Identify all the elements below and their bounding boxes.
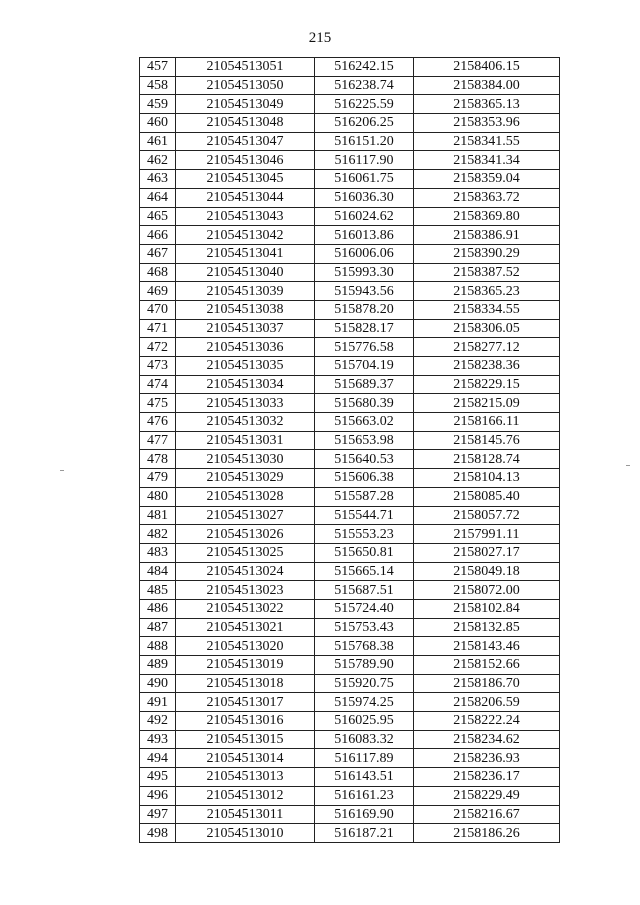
row-number-cell: 481 bbox=[140, 506, 176, 525]
x-coordinate-cell: 515776.58 bbox=[315, 338, 414, 357]
table-row bbox=[140, 730, 560, 749]
y-coordinate-cell: 2158166.11 bbox=[414, 413, 560, 432]
row-number-cell: 484 bbox=[140, 562, 176, 581]
table-row bbox=[140, 114, 560, 133]
x-coordinate-cell: 516242.15 bbox=[315, 58, 414, 77]
x-coordinate-cell: 515544.71 bbox=[315, 506, 414, 525]
row-number-cell: 491 bbox=[140, 693, 176, 712]
table-row bbox=[140, 487, 560, 506]
x-coordinate-cell: 515689.37 bbox=[315, 375, 414, 394]
table-row bbox=[140, 506, 560, 525]
point-id-cell: 21054513016 bbox=[176, 712, 315, 731]
row-number-cell: 497 bbox=[140, 805, 176, 824]
point-id-cell: 21054513050 bbox=[176, 76, 315, 95]
table-row bbox=[140, 338, 560, 357]
x-coordinate-cell: 516013.86 bbox=[315, 226, 414, 245]
y-coordinate-cell: 2158365.23 bbox=[414, 282, 560, 301]
y-coordinate-cell: 2158143.46 bbox=[414, 637, 560, 656]
y-coordinate-cell: 2158049.18 bbox=[414, 562, 560, 581]
x-coordinate-cell: 516024.62 bbox=[315, 207, 414, 226]
table-row bbox=[140, 170, 560, 189]
point-id-cell: 21054513018 bbox=[176, 674, 315, 693]
page-number: 215 bbox=[308, 30, 332, 46]
x-coordinate-cell: 516036.30 bbox=[315, 188, 414, 207]
x-coordinate-cell: 516169.90 bbox=[315, 805, 414, 824]
point-id-cell: 21054513035 bbox=[176, 357, 315, 376]
x-coordinate-cell: 515553.23 bbox=[315, 525, 414, 544]
point-id-cell: 21054513042 bbox=[176, 226, 315, 245]
x-coordinate-cell: 515640.53 bbox=[315, 450, 414, 469]
x-coordinate-cell: 515663.02 bbox=[315, 413, 414, 432]
table-row bbox=[140, 394, 560, 413]
table-row bbox=[140, 282, 560, 301]
x-coordinate-cell: 515768.38 bbox=[315, 637, 414, 656]
point-id-cell: 21054513031 bbox=[176, 431, 315, 450]
row-number-cell: 494 bbox=[140, 749, 176, 768]
row-number-cell: 476 bbox=[140, 413, 176, 432]
y-coordinate-cell: 2158104.13 bbox=[414, 469, 560, 488]
point-id-cell: 21054513047 bbox=[176, 132, 315, 151]
y-coordinate-cell: 2158384.00 bbox=[414, 76, 560, 95]
row-number-cell: 471 bbox=[140, 319, 176, 338]
x-coordinate-cell: 515587.28 bbox=[315, 487, 414, 506]
point-id-cell: 21054513024 bbox=[176, 562, 315, 581]
row-number-cell: 477 bbox=[140, 431, 176, 450]
y-coordinate-cell: 2158387.52 bbox=[414, 263, 560, 282]
row-number-cell: 470 bbox=[140, 300, 176, 319]
x-coordinate-cell: 515653.98 bbox=[315, 431, 414, 450]
point-id-cell: 21054513040 bbox=[176, 263, 315, 282]
y-coordinate-cell: 2158229.15 bbox=[414, 375, 560, 394]
y-coordinate-cell: 2158353.96 bbox=[414, 114, 560, 133]
point-id-cell: 21054513032 bbox=[176, 413, 315, 432]
x-coordinate-cell: 516006.06 bbox=[315, 244, 414, 263]
y-coordinate-cell: 2158306.05 bbox=[414, 319, 560, 338]
row-number-cell: 467 bbox=[140, 244, 176, 263]
table-row bbox=[140, 469, 560, 488]
row-number-cell: 488 bbox=[140, 637, 176, 656]
table-row bbox=[140, 543, 560, 562]
y-coordinate-cell: 2158186.70 bbox=[414, 674, 560, 693]
y-coordinate-cell: 2158277.12 bbox=[414, 338, 560, 357]
y-coordinate-cell: 2158128.74 bbox=[414, 450, 560, 469]
point-id-cell: 21054513043 bbox=[176, 207, 315, 226]
table-row bbox=[140, 562, 560, 581]
row-number-cell: 465 bbox=[140, 207, 176, 226]
y-coordinate-cell: 2158057.72 bbox=[414, 506, 560, 525]
y-coordinate-cell: 2158406.15 bbox=[414, 58, 560, 77]
table-row bbox=[140, 375, 560, 394]
y-coordinate-cell: 2158365.13 bbox=[414, 95, 560, 114]
table-row bbox=[140, 95, 560, 114]
x-coordinate-cell: 515687.51 bbox=[315, 581, 414, 600]
table-row bbox=[140, 188, 560, 207]
y-coordinate-cell: 2158341.55 bbox=[414, 132, 560, 151]
row-number-cell: 492 bbox=[140, 712, 176, 731]
point-id-cell: 21054513013 bbox=[176, 768, 315, 787]
row-number-cell: 468 bbox=[140, 263, 176, 282]
margin-mark-left bbox=[60, 470, 64, 471]
row-number-cell: 469 bbox=[140, 282, 176, 301]
y-coordinate-cell: 2158186.26 bbox=[414, 824, 560, 843]
y-coordinate-cell: 2158386.91 bbox=[414, 226, 560, 245]
row-number-cell: 478 bbox=[140, 450, 176, 469]
x-coordinate-cell: 515878.20 bbox=[315, 300, 414, 319]
table-row bbox=[140, 207, 560, 226]
point-id-cell: 21054513010 bbox=[176, 824, 315, 843]
x-coordinate-cell: 516143.51 bbox=[315, 768, 414, 787]
y-coordinate-cell: 2157991.11 bbox=[414, 525, 560, 544]
y-coordinate-cell: 2158145.76 bbox=[414, 431, 560, 450]
table-row bbox=[140, 525, 560, 544]
point-id-cell: 21054513034 bbox=[176, 375, 315, 394]
row-number-cell: 472 bbox=[140, 338, 176, 357]
table-row bbox=[140, 76, 560, 95]
table-row bbox=[140, 824, 560, 843]
y-coordinate-cell: 2158334.55 bbox=[414, 300, 560, 319]
y-coordinate-cell: 2158234.62 bbox=[414, 730, 560, 749]
table-row bbox=[140, 226, 560, 245]
x-coordinate-cell: 516187.21 bbox=[315, 824, 414, 843]
table-row bbox=[140, 693, 560, 712]
point-id-cell: 21054513028 bbox=[176, 487, 315, 506]
y-coordinate-cell: 2158072.00 bbox=[414, 581, 560, 600]
row-number-cell: 483 bbox=[140, 543, 176, 562]
y-coordinate-cell: 2158215.09 bbox=[414, 394, 560, 413]
table-row bbox=[140, 674, 560, 693]
table-row bbox=[140, 581, 560, 600]
x-coordinate-cell: 516161.23 bbox=[315, 786, 414, 805]
x-coordinate-cell: 516151.20 bbox=[315, 132, 414, 151]
x-coordinate-cell: 515704.19 bbox=[315, 357, 414, 376]
y-coordinate-cell: 2158132.85 bbox=[414, 618, 560, 637]
point-id-cell: 21054513044 bbox=[176, 188, 315, 207]
y-coordinate-cell: 2158390.29 bbox=[414, 244, 560, 263]
point-id-cell: 21054513012 bbox=[176, 786, 315, 805]
row-number-cell: 461 bbox=[140, 132, 176, 151]
point-id-cell: 21054513036 bbox=[176, 338, 315, 357]
point-id-cell: 21054513023 bbox=[176, 581, 315, 600]
row-number-cell: 495 bbox=[140, 768, 176, 787]
point-id-cell: 21054513014 bbox=[176, 749, 315, 768]
x-coordinate-cell: 516061.75 bbox=[315, 170, 414, 189]
x-coordinate-cell: 515753.43 bbox=[315, 618, 414, 637]
x-coordinate-cell: 515943.56 bbox=[315, 282, 414, 301]
table-row bbox=[140, 749, 560, 768]
point-id-cell: 21054513019 bbox=[176, 656, 315, 675]
x-coordinate-cell: 516025.95 bbox=[315, 712, 414, 731]
x-coordinate-cell: 515680.39 bbox=[315, 394, 414, 413]
point-id-cell: 21054513026 bbox=[176, 525, 315, 544]
point-id-cell: 21054513033 bbox=[176, 394, 315, 413]
table-row bbox=[140, 151, 560, 170]
row-number-cell: 466 bbox=[140, 226, 176, 245]
x-coordinate-cell: 516083.32 bbox=[315, 730, 414, 749]
row-number-cell: 460 bbox=[140, 114, 176, 133]
y-coordinate-cell: 2158236.17 bbox=[414, 768, 560, 787]
y-coordinate-cell: 2158229.49 bbox=[414, 786, 560, 805]
row-number-cell: 458 bbox=[140, 76, 176, 95]
row-number-cell: 498 bbox=[140, 824, 176, 843]
table-row bbox=[140, 319, 560, 338]
y-coordinate-cell: 2158027.17 bbox=[414, 543, 560, 562]
table-row bbox=[140, 712, 560, 731]
point-id-cell: 21054513030 bbox=[176, 450, 315, 469]
table-row bbox=[140, 599, 560, 618]
point-id-cell: 21054513021 bbox=[176, 618, 315, 637]
point-id-cell: 21054513025 bbox=[176, 543, 315, 562]
point-id-cell: 21054513045 bbox=[176, 170, 315, 189]
y-coordinate-cell: 2158341.34 bbox=[414, 151, 560, 170]
point-id-cell: 21054513011 bbox=[176, 805, 315, 824]
table-row bbox=[140, 786, 560, 805]
y-coordinate-cell: 2158102.84 bbox=[414, 599, 560, 618]
table-row bbox=[140, 450, 560, 469]
y-coordinate-cell: 2158238.36 bbox=[414, 357, 560, 376]
point-id-cell: 21054513041 bbox=[176, 244, 315, 263]
y-coordinate-cell: 2158236.93 bbox=[414, 749, 560, 768]
y-coordinate-cell: 2158152.66 bbox=[414, 656, 560, 675]
x-coordinate-cell: 515993.30 bbox=[315, 263, 414, 282]
point-id-cell: 21054513051 bbox=[176, 58, 315, 77]
y-coordinate-cell: 2158085.40 bbox=[414, 487, 560, 506]
row-number-cell: 474 bbox=[140, 375, 176, 394]
point-id-cell: 21054513020 bbox=[176, 637, 315, 656]
point-id-cell: 21054513037 bbox=[176, 319, 315, 338]
x-coordinate-cell: 516225.59 bbox=[315, 95, 414, 114]
row-number-cell: 487 bbox=[140, 618, 176, 637]
point-id-cell: 21054513017 bbox=[176, 693, 315, 712]
x-coordinate-cell: 515920.75 bbox=[315, 674, 414, 693]
x-coordinate-cell: 515974.25 bbox=[315, 693, 414, 712]
row-number-cell: 479 bbox=[140, 469, 176, 488]
row-number-cell: 473 bbox=[140, 357, 176, 376]
table-row bbox=[140, 263, 560, 282]
point-id-cell: 21054513049 bbox=[176, 95, 315, 114]
row-number-cell: 462 bbox=[140, 151, 176, 170]
point-id-cell: 21054513015 bbox=[176, 730, 315, 749]
point-id-cell: 21054513038 bbox=[176, 300, 315, 319]
x-coordinate-cell: 516117.90 bbox=[315, 151, 414, 170]
row-number-cell: 475 bbox=[140, 394, 176, 413]
row-number-cell: 457 bbox=[140, 58, 176, 77]
y-coordinate-cell: 2158216.67 bbox=[414, 805, 560, 824]
point-id-cell: 21054513046 bbox=[176, 151, 315, 170]
point-id-cell: 21054513029 bbox=[176, 469, 315, 488]
x-coordinate-cell: 515606.38 bbox=[315, 469, 414, 488]
y-coordinate-cell: 2158206.59 bbox=[414, 693, 560, 712]
table-row bbox=[140, 300, 560, 319]
point-id-cell: 21054513022 bbox=[176, 599, 315, 618]
table-row bbox=[140, 431, 560, 450]
row-number-cell: 485 bbox=[140, 581, 176, 600]
row-number-cell: 486 bbox=[140, 599, 176, 618]
row-number-cell: 496 bbox=[140, 786, 176, 805]
x-coordinate-cell: 516117.89 bbox=[315, 749, 414, 768]
y-coordinate-cell: 2158222.24 bbox=[414, 712, 560, 731]
table-row bbox=[140, 656, 560, 675]
table-row bbox=[140, 618, 560, 637]
x-coordinate-cell: 515665.14 bbox=[315, 562, 414, 581]
point-id-cell: 21054513027 bbox=[176, 506, 315, 525]
y-coordinate-cell: 2158369.80 bbox=[414, 207, 560, 226]
x-coordinate-cell: 515650.81 bbox=[315, 543, 414, 562]
x-coordinate-cell: 515828.17 bbox=[315, 319, 414, 338]
x-coordinate-cell: 516206.25 bbox=[315, 114, 414, 133]
row-number-cell: 480 bbox=[140, 487, 176, 506]
margin-mark-right bbox=[626, 465, 630, 466]
row-number-cell: 482 bbox=[140, 525, 176, 544]
row-number-cell: 493 bbox=[140, 730, 176, 749]
x-coordinate-cell: 515789.90 bbox=[315, 656, 414, 675]
point-id-cell: 21054513039 bbox=[176, 282, 315, 301]
row-number-cell: 463 bbox=[140, 170, 176, 189]
table-row bbox=[140, 768, 560, 787]
table-row bbox=[140, 132, 560, 151]
coordinates-table bbox=[139, 57, 560, 843]
table-row bbox=[140, 637, 560, 656]
x-coordinate-cell: 516238.74 bbox=[315, 76, 414, 95]
x-coordinate-cell: 515724.40 bbox=[315, 599, 414, 618]
point-id-cell: 21054513048 bbox=[176, 114, 315, 133]
table-row bbox=[140, 357, 560, 376]
row-number-cell: 464 bbox=[140, 188, 176, 207]
table-row bbox=[140, 244, 560, 263]
table-row bbox=[140, 805, 560, 824]
coordinates-table-body bbox=[140, 58, 560, 843]
row-number-cell: 489 bbox=[140, 656, 176, 675]
table-row bbox=[140, 58, 560, 77]
row-number-cell: 459 bbox=[140, 95, 176, 114]
row-number-cell: 490 bbox=[140, 674, 176, 693]
y-coordinate-cell: 2158359.04 bbox=[414, 170, 560, 189]
table-row bbox=[140, 413, 560, 432]
y-coordinate-cell: 2158363.72 bbox=[414, 188, 560, 207]
